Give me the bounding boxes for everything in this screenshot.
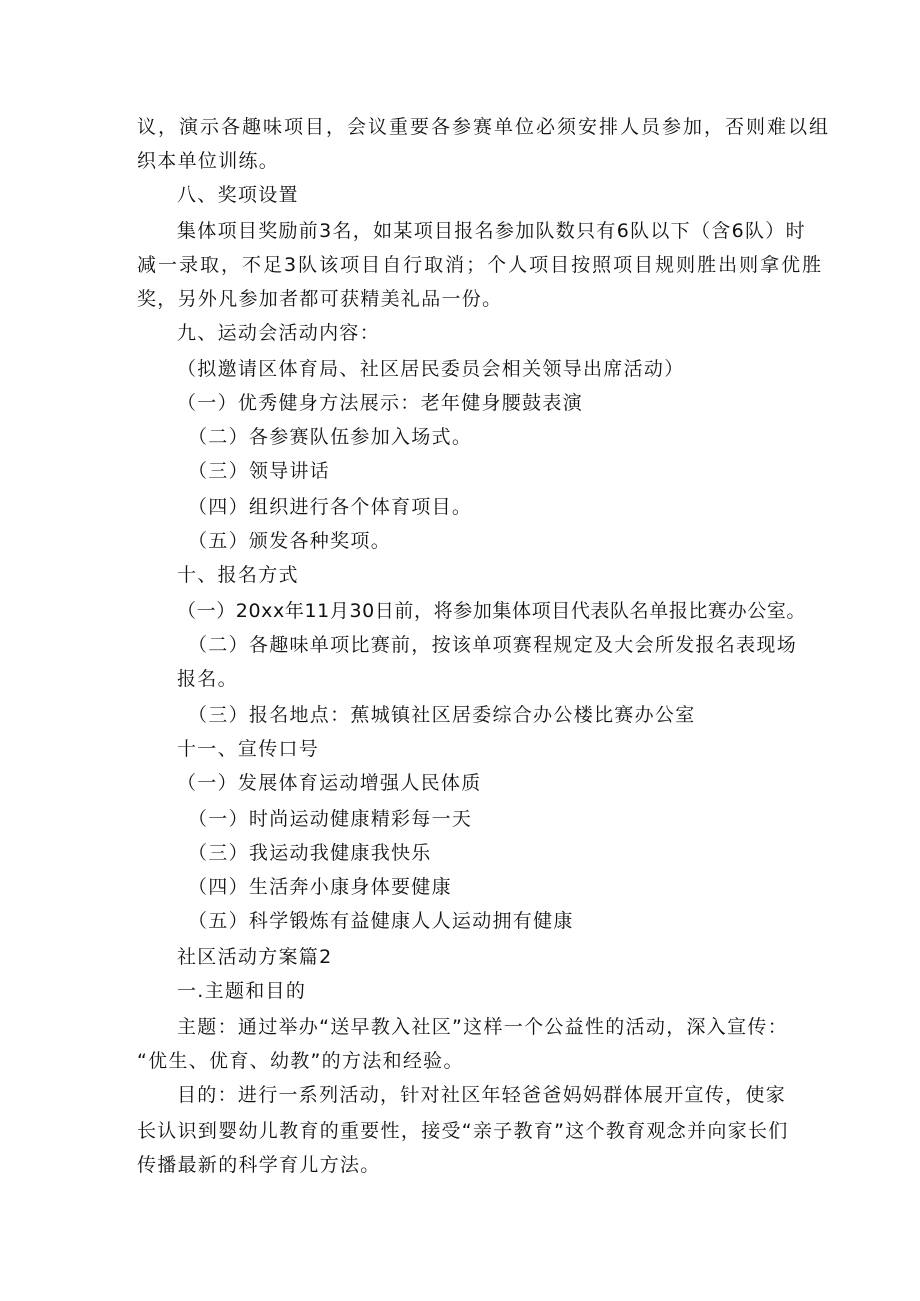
list-item: （三）报名地点：蕉城镇社区居委综合办公楼比赛办公室	[188, 704, 696, 726]
text-line: 传播最新的科学育儿方法。	[137, 1154, 381, 1176]
text-line: 奖，另外凡参加者都可获精美礼品一份。	[137, 288, 503, 310]
text-line: 主题：通过举办“送早教入社区”这样一个公益性的活动，深入宣传：	[177, 1016, 788, 1038]
text-line: 长认识到婴幼儿教育的重要性，接受“亲子教育”这个教育观念并向家长们	[137, 1120, 789, 1142]
text-line: “优生、优育、幼教”的方法和经验。	[137, 1050, 464, 1072]
list-item: （一）20xx年11月30日前，将参加集体项目代表队名单报比赛办公室。	[177, 600, 807, 622]
text-line: 目的：进行一系列活动，针对社区年轻爸爸妈妈群体展开宣传，使家	[177, 1084, 787, 1106]
list-item: （二）各参赛队伍参加入场式。	[188, 426, 473, 448]
section-title: 社区活动方案篇2	[177, 946, 333, 968]
list-item: （四）生活奔小康身体要健康	[188, 876, 452, 898]
text-line: 报名。	[177, 668, 238, 690]
section-heading: 十一、宣传口号	[177, 738, 320, 760]
text-line: 议，演示各趣味项目，会议重要各参赛单位必须安排人员参加，否则难以组	[137, 116, 831, 138]
list-item: （三）领导讲话	[188, 460, 331, 482]
list-item: （一）发展体育运动增强人民体质	[177, 772, 482, 794]
text-line: （拟邀请区体育局、社区居民委员会相关领导出席活动）	[177, 358, 685, 380]
text-line: 减一录取，不足3队该项目自行取消；个人项目按照项目规则胜出则拿优胜	[137, 254, 824, 276]
list-item: （五）科学锻炼有益健康人人运动拥有健康	[188, 910, 574, 932]
section-heading: 十、报名方式	[177, 564, 299, 586]
text-line: 织本单位训练。	[137, 150, 280, 172]
list-item: （四）组织进行各个体育项目。	[188, 496, 473, 518]
list-item: （二）各趣味单项比赛前，按该单项赛程规定及大会所发报名表现场	[188, 634, 798, 656]
text-line: 集体项目奖励前3名，如某项目报名参加队数只有6队以下（含6队）时	[177, 220, 806, 242]
section-heading: 八、奖项设置	[177, 184, 299, 206]
list-item: （五）颁发各种奖项。	[188, 530, 392, 552]
list-item: （一）时尚运动健康精彩每一天	[188, 808, 473, 830]
list-item: （一）优秀健身方法展示：老年健身腰鼓表演	[177, 392, 584, 414]
section-heading: 一.主题和目的	[177, 980, 307, 1002]
section-heading: 九、运动会活动内容：	[177, 322, 381, 344]
list-item: （三）我运动我健康我快乐	[188, 842, 432, 864]
